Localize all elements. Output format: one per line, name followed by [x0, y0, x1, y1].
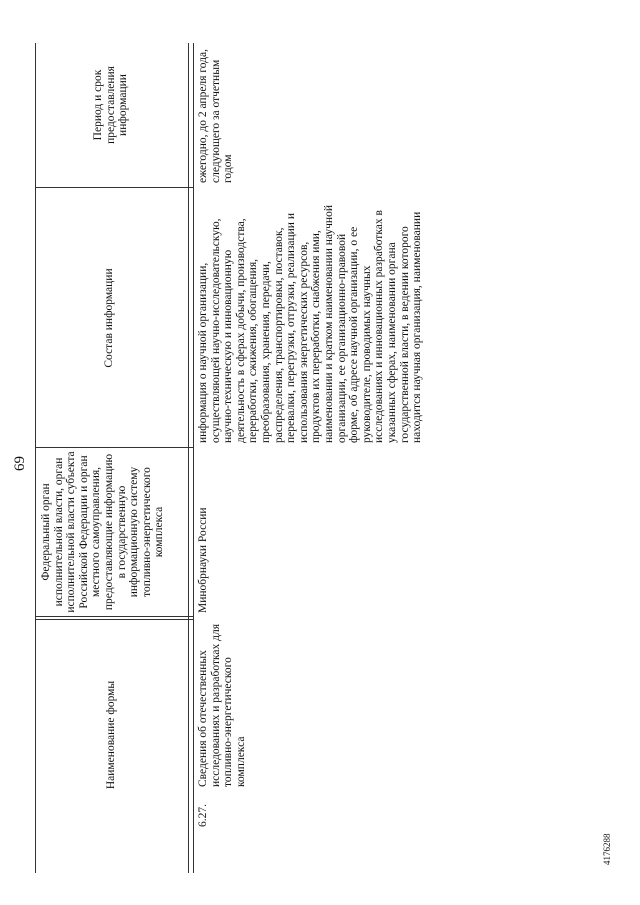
header-content: Состав информации [103, 268, 115, 368]
column-divider-1b [35, 616, 193, 617]
row-number: 6.27. [197, 804, 209, 827]
column-divider-3 [35, 187, 193, 188]
row-authority: Минобрнауки России [197, 507, 209, 613]
column-divider-1 [35, 619, 193, 620]
header-rule-2 [193, 43, 194, 873]
column-divider-2 [35, 447, 193, 448]
header-authority: Федеральный орган исполнительной власти, орган исполнительной власти субъекта Российской Федерации и орган местного самоуправления, предоставляющие информацию в государственную информационную систему топливно-энергетического комплекса [40, 451, 166, 613]
document-id: 4176288 [602, 833, 612, 865]
row-content: информация о научной организации, осуществляющей научно-исследовательскую, научно-техническую и инновационную деятельность в сферах добычи, производства, переработки, сжижения, обогащения, преобразования, хранения, передачи, распределения, транспортировки, поставок, перевалки, перегрузки, отгрузки, реализации и использования энергетических ресурсов, продуктов их переработки, снабжения ими, наименовании и кратком наименовании научной организации, ее организационно-правовой форме, об адресе научной организации, о ее руководителе, проводимых научных исследованиях и инновационных разработках в указанных сферах, наименовании органа государственной власти, в ведении которого находится научная организация, наименовании [197, 205, 424, 443]
page-number: 69 [12, 456, 28, 471]
header-rule-1 [188, 43, 189, 873]
row-form-name: Сведения об отечественных исследованиях и разработках для топливно-энергетического комплекса [197, 623, 247, 787]
table-top-rule [35, 43, 36, 873]
row-period: ежегодно, до 2 апреля года, следующего за отчетным годом [197, 48, 235, 183]
header-period: Период и срок предоставления информации [92, 66, 130, 144]
header-form-name: Наименование формы [105, 680, 117, 790]
